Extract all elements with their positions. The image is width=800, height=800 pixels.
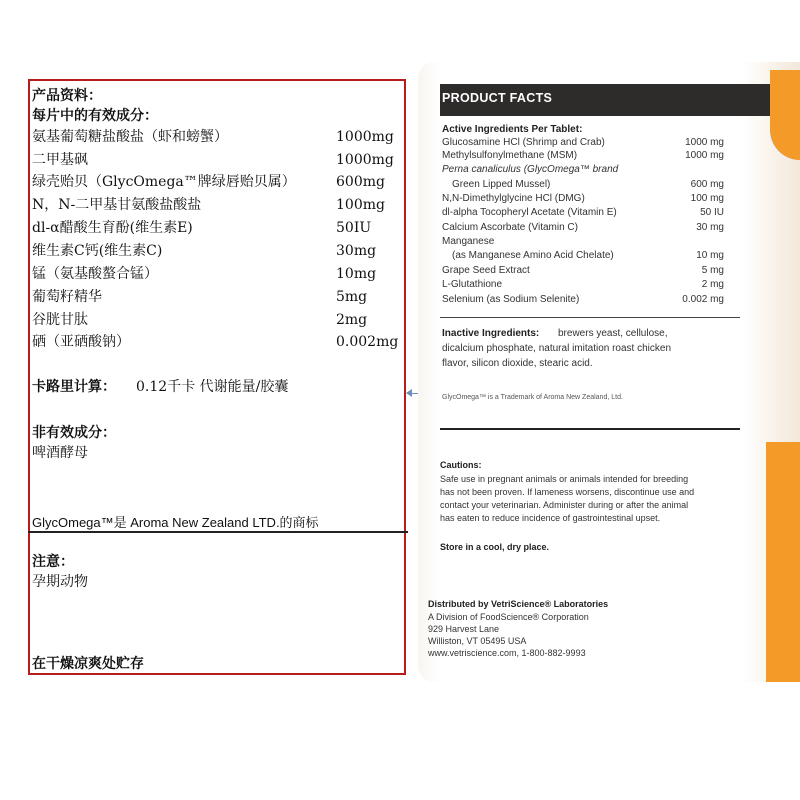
- cn-ingredient-amount: 5mg: [336, 289, 368, 305]
- en-ingredient-amount: 5 mg: [701, 265, 724, 276]
- cn-ingredient-amount: 0.002mg: [336, 334, 399, 350]
- en-ingredient-amount: 100 mg: [690, 193, 724, 204]
- cn-ingredient-name: dl-α醋酸生育酚(维生素E): [32, 220, 193, 236]
- en-ingredient-amount: 1000 mg: [685, 150, 724, 161]
- english-label: [418, 62, 800, 682]
- cn-ingredient-amount: 1000mg: [336, 129, 394, 145]
- en-ingredient-amount: 50 IU: [700, 207, 724, 218]
- en-ingredient-name: Manganese: [442, 236, 495, 247]
- cn-ingredient-name: 绿壳贻贝（GlycOmega™牌绿唇贻贝属）: [32, 174, 296, 190]
- en-ingredient-name: Calcium Ascorbate (Vitamin C): [442, 222, 578, 233]
- en-distributor-street: 929 Harvest Lane: [428, 624, 500, 634]
- en-cautions-text: has eaten to reduce incidence of gastrointestinal upset.: [440, 513, 661, 523]
- orange-accent-top: [770, 70, 800, 160]
- en-ingredient-name: N,N-Dimethylglycine HCl (DMG): [442, 193, 585, 204]
- en-ingredient-amount: 600 mg: [690, 179, 724, 190]
- en-ingredient-amount: 2 mg: [701, 279, 724, 290]
- en-ingredient-amount: 30 mg: [696, 222, 724, 233]
- en-ingredient-name: Green Lipped Mussel): [452, 179, 551, 190]
- cn-heading-active: 每片中的有效成分：: [32, 108, 158, 124]
- cn-storage: 在干燥凉爽处贮存: [32, 656, 144, 672]
- en-active-heading: Active Ingredients Per Tablet:: [442, 124, 583, 135]
- en-cautions-heading: Cautions:: [440, 460, 482, 470]
- cn-trademark-note: GlycOmega™是 Aroma New Zealand LTD.的商标: [32, 515, 319, 530]
- cn-ingredient-amount: 2mg: [336, 312, 368, 328]
- en-storage: Store in a cool, dry place.: [440, 542, 550, 552]
- en-cautions-text: has not been proven. If lameness worsens, discontinue use and: [440, 487, 695, 497]
- product-facts-title: PRODUCT FACTS: [442, 91, 553, 105]
- cn-heading-product-info: 产品资料：: [32, 88, 102, 104]
- en-inactive-label: Inactive Ingredients:: [442, 328, 540, 339]
- en-distributor-contact: www.vetriscience.com, 1-800-882-9993: [428, 648, 586, 658]
- cn-ingredient-name: 二甲基砜: [32, 152, 88, 168]
- en-inactive-text: flavor, silicon dioxide, stearic acid.: [442, 358, 593, 369]
- en-ingredient-name: Grape Seed Extract: [442, 265, 530, 276]
- en-distributor-city: Williston, VT 05495 USA: [428, 636, 527, 646]
- cn-ingredient-amount: 50IU: [336, 220, 372, 236]
- en-ingredient-name: Methylsulfonylmethane (MSM): [442, 150, 578, 161]
- en-cautions-text: Safe use in pregnant animals or animals intended for breeding: [440, 474, 689, 484]
- orange-accent-bottom: [766, 442, 800, 682]
- en-inactive-text: dicalcium phosphate, natural imitation roast chicken: [442, 343, 672, 354]
- cn-caution-heading: 注意：: [32, 554, 74, 570]
- en-cautions-text: contact your veterinarian. Administer during or after the animal: [440, 500, 689, 510]
- cn-ingredient-name: 维生素C钙(维生素C): [32, 243, 163, 259]
- cn-calorie-value: 0.12千卡 代谢能量/胶囊: [136, 379, 289, 395]
- cn-ingredient-amount: 1000mg: [336, 152, 394, 168]
- cn-calorie-label: 卡路里计算：: [32, 379, 116, 395]
- cn-inactive-heading: 非有效成分：: [32, 425, 116, 441]
- en-distributor-division: A Division of FoodScience® Corporation: [428, 612, 589, 622]
- divider: [440, 317, 740, 318]
- cn-ingredient-name: 葡萄籽精华: [32, 289, 102, 305]
- arrow-left-icon: [406, 389, 412, 397]
- en-ingredient-name: dl-alpha Tocopheryl Acetate (Vitamin E): [442, 207, 617, 218]
- en-ingredient-name: Glucosamine HCl (Shrimp and Crab): [442, 137, 605, 148]
- en-ingredient-name: (as Manganese Amino Acid Chelate): [452, 250, 614, 261]
- en-ingredient-name: L-Glutathione: [442, 279, 503, 290]
- cn-ingredient-amount: 100mg: [336, 197, 385, 213]
- cn-ingredient-name: N，N-二甲基甘氨酸盐酸盐: [32, 197, 202, 213]
- chinese-label-divider: [28, 531, 408, 533]
- cn-caution-value: 孕期动物: [32, 574, 88, 590]
- en-ingredient-amount: 1000 mg: [685, 137, 724, 148]
- cn-ingredient-amount: 10mg: [336, 266, 377, 282]
- en-ingredient-amount: 10 mg: [696, 250, 724, 261]
- cn-ingredient-name: 硒（亚硒酸钠）: [32, 334, 130, 350]
- cn-ingredient-amount: 600mg: [336, 174, 385, 190]
- en-ingredient-name: Perna canaliculus (GlycOmega™ brand: [442, 164, 619, 175]
- cn-ingredient-name: 氨基葡萄糖盐酸盐（虾和螃蟹）: [32, 129, 228, 145]
- en-trademark: GlycOmega™ is a Trademark of Aroma New Zealand, Ltd.: [442, 394, 623, 401]
- cn-ingredient-name: 谷胱甘肽: [32, 312, 88, 328]
- en-inactive-text: brewers yeast, cellulose,: [558, 328, 668, 339]
- cn-ingredient-amount: 30mg: [336, 243, 377, 259]
- en-distributor: Distributed by VetriScience® Laboratories: [428, 599, 609, 609]
- en-ingredient-name: Selenium (as Sodium Selenite): [442, 294, 580, 305]
- en-ingredient-amount: 0.002 mg: [682, 294, 724, 305]
- divider: [440, 428, 740, 430]
- cn-inactive-value: 啤酒酵母: [32, 445, 88, 461]
- cn-ingredient-name: 锰（氨基酸螯合锰）: [32, 266, 158, 282]
